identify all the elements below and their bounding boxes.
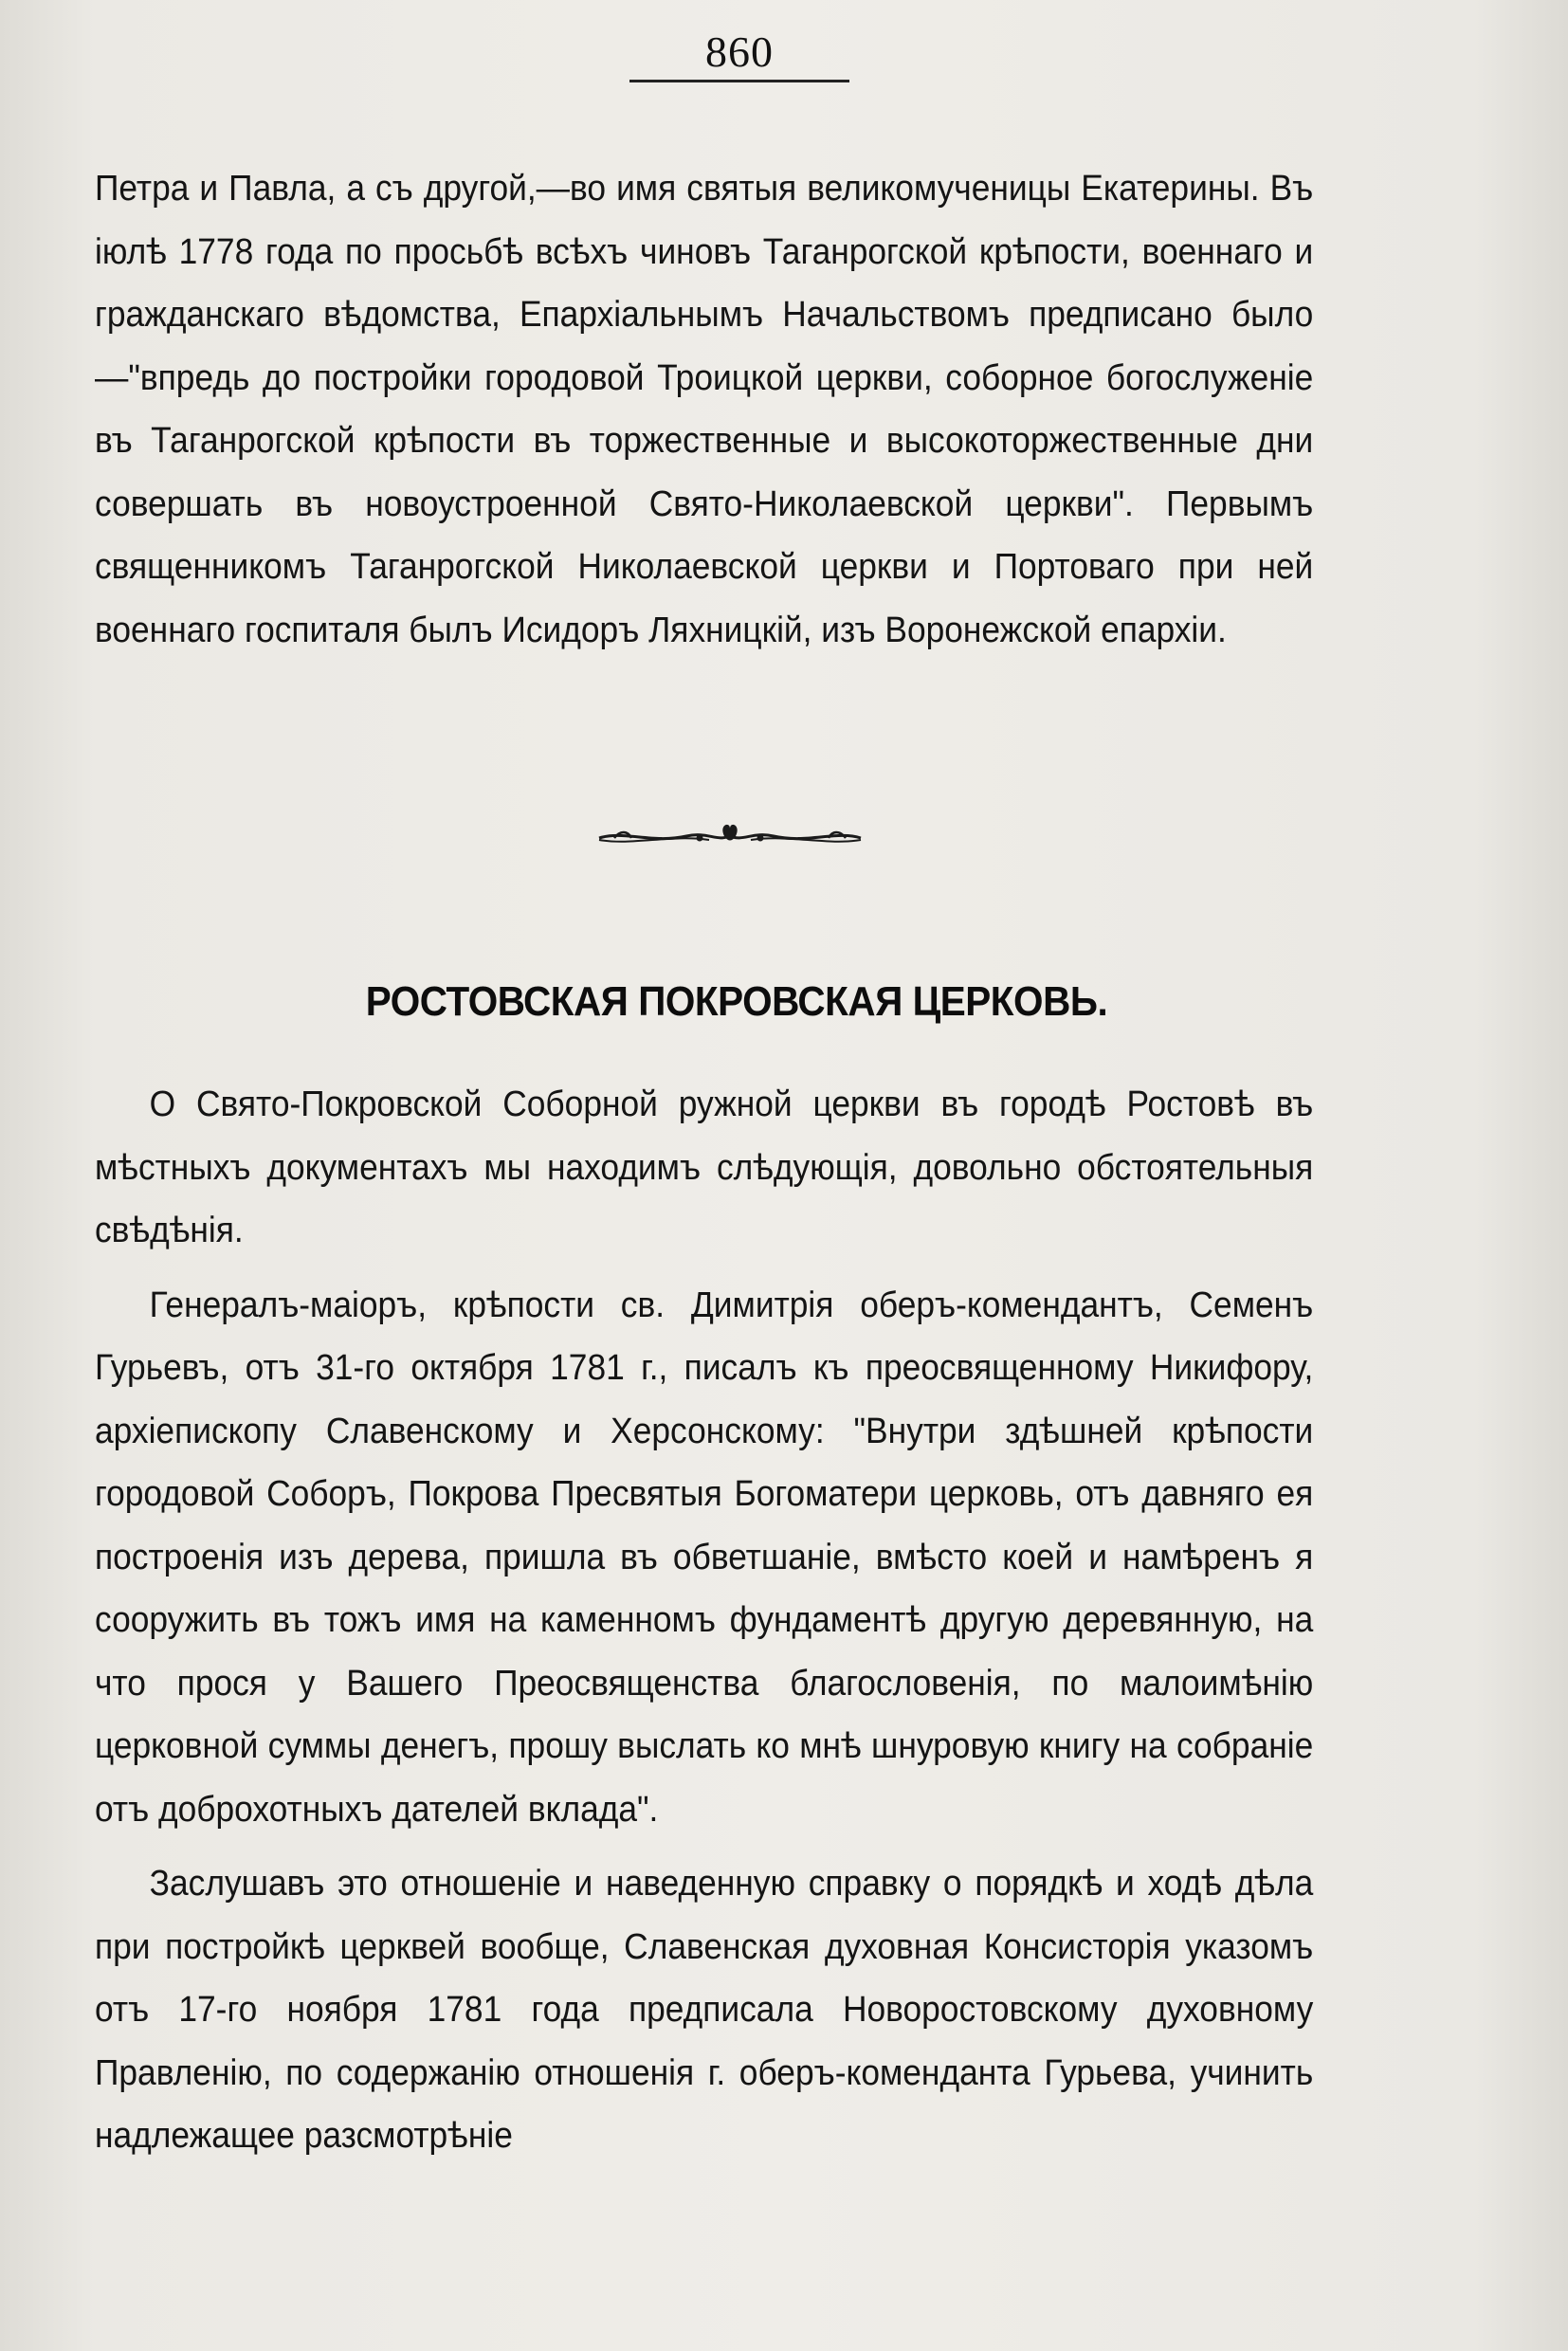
decorative-divider-icon [595,817,865,855]
paragraph-continuation: Петра и Павла, а съ другой,—во имя святыя великомученицы Екатерины. Въ іюлѣ 1778 года по просьбѣ всѣхъ чиновъ Таганрогской крѣпости, военнаго и гражданскаго вѣдомства, Епархіальнымъ Начальствомъ предписано было—"впредь до постройки городовой Троицкой церкви, соборное богослуженіе въ Таганрогской крѣпости въ торжественные и высокоторжественные дни совершать въ новоустроенной Свято-Николаевской церкви". Первымъ священникомъ Таганрогской Николаевской церкви и Портоваго при ней военнаго госпиталя былъ Исидоръ Ляхницкій, изъ Воронежской епархіи. [95,169,1314,650]
page-number: 860 [705,27,774,76]
paragraph-2: Генералъ-маіоръ, крѣпости св. Димитрія оберъ-комендантъ, Семенъ Гурьевъ, отъ 31-го октября 1781 г., писалъ къ преосвященному Никифору, архіепископу Славенскому и Херсонскому: "Внутри здѣшней крѣпости городовой Соборъ, Покрова Пресвятыя Богоматери церковь, отъ давняго ея построенія изъ дерева, пришла въ обветшаніе, вмѣсто коей и намѣренъ я сооружить въ тожъ имя на каменномъ фундаментѣ другую деревянную, на что прося у Вашего Преосвященства благословенія, по малоимѣнію церковной суммы денегъ, прошу выслать ко мнѣ шнуровую книгу на собраніе отъ доброхотныхъ дателей вклада". [95,1285,1314,1830]
paragraph-1: О Свято-Покровской Соборной ружной церкви въ городѣ Ростовѣ въ мѣстныхъ документахъ мы находимъ слѣдующія, довольно обстоятельныя свѣдѣнія. [95,1084,1314,1250]
continuation-text [95,157,1313,662]
page-number-rule [629,80,849,82]
section-body [95,1073,1313,2168]
section-title: РОСТОВСКАЯ ПОКРОВСКАЯ ЦЕРКОВЬ. [365,978,1108,1025]
paragraph-3: Заслушавъ это отношеніе и наведенную справку о порядкѣ и ходѣ дѣла при постройкѣ церквей вообще, Славенская духовная Консисторія указомъ отъ 17-го ноября 1781 года предписала Новоростовскому духовному Правленію, по содержанію отношенія г. оберъ-коменданта Гурьева, учинить надлежащее разсмотрѣніе [95,1864,1314,2156]
